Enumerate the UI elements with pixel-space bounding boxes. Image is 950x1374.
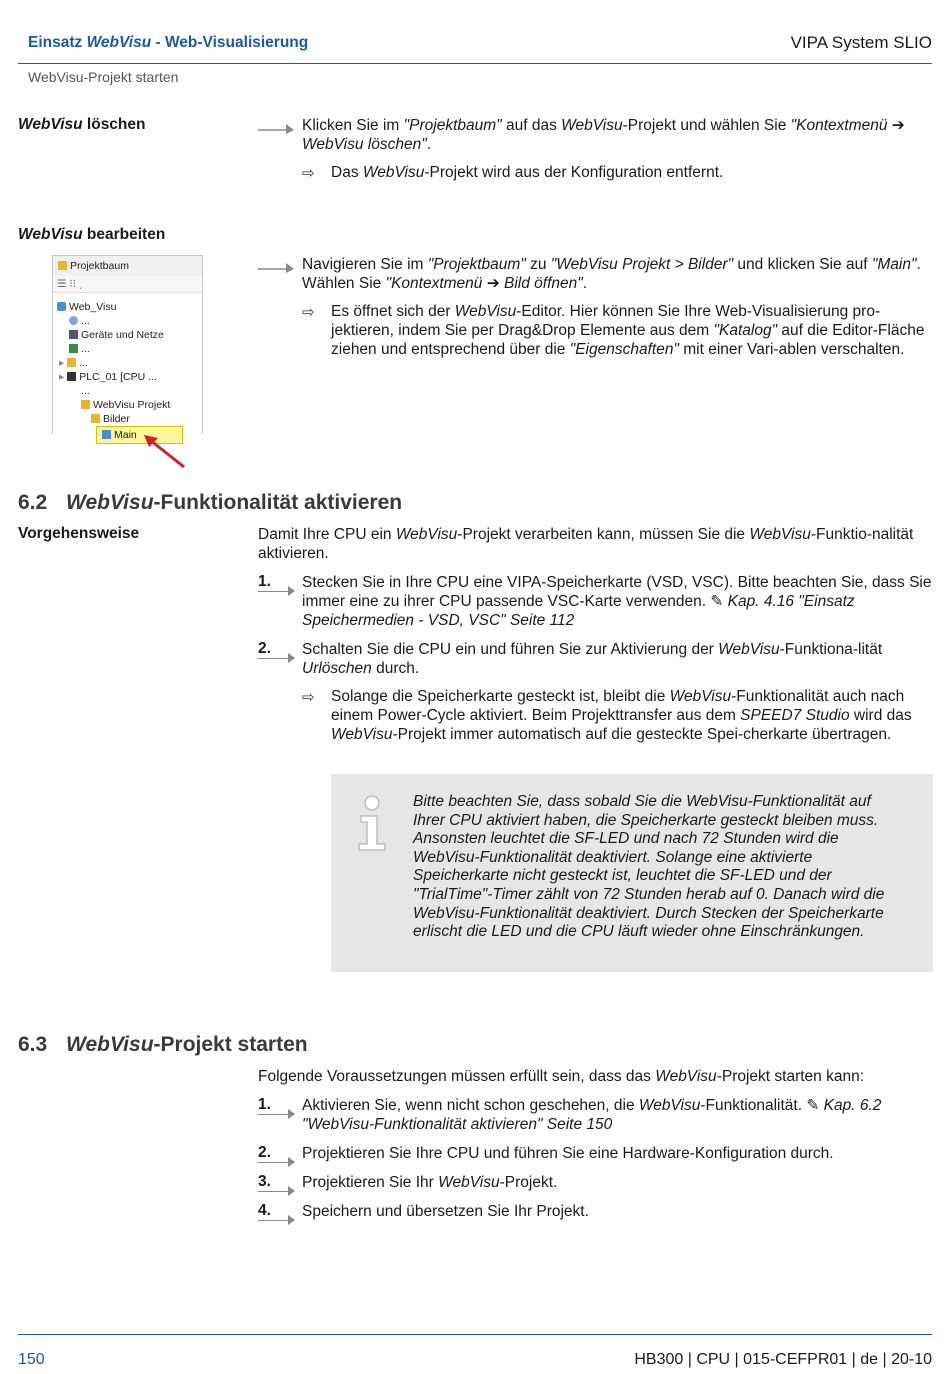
folder-icon: [67, 358, 76, 367]
network-icon: [69, 330, 78, 339]
step-arrow-icon: [258, 120, 294, 134]
step-text: Projektieren Sie Ihre CPU und führen Sie eine Hardware-Konfiguration durch.: [302, 1145, 834, 1162]
step-6-3-3: 3. Projektieren Sie Ihr WebVisu-Projekt.: [258, 1173, 933, 1195]
step-text: Speichern und übersetzen Sie Ihr Projekt.: [302, 1203, 589, 1220]
tree-node: ...: [69, 343, 90, 355]
step-text: Aktivieren Sie, wenn nicht schon geschehen, die WebVisu-Funktionalität. ✎ Kap. 6.2 "WebVisu-Funktionalität aktivieren" Seite 150: [302, 1097, 882, 1133]
step-arrow-icon: [288, 586, 295, 596]
folder-icon: [81, 400, 90, 409]
step-loeschen: [258, 116, 933, 156]
intro-6-2: Damit Ihre CPU ein WebVisu-Projekt verarbeiten kann, müssen Sie die WebVisu-Funktio-nalität aktivieren.: [258, 526, 914, 562]
step-bearbeiten: [258, 255, 933, 295]
intro-6-3: Folgende Voraussetzungen müssen erfüllt sein, dass das WebVisu-Projekt starten kann:: [258, 1068, 865, 1085]
red-pointer-arrow-icon: [140, 432, 190, 472]
step-arrow-icon: [288, 1186, 295, 1196]
step-6-2-1: 1. Stecken Sie in Ihre CPU eine VIPA-Speicherkarte (VSD, VSC). Bitte beachten Sie, dass Sie immer eine zu ihrer CPU passende VSC-Karte verwenden. ✎ Kap. 4.16 "Einsatz Speichermedien - VSD, VSC" Seite 112: [258, 573, 932, 629]
tree-node: ...: [69, 315, 90, 327]
device-icon: [69, 344, 78, 353]
step-text: Klicken Sie im "Projektbaum" auf das WebVisu-Projekt und wählen Sie "Kontextmenü ➔ WebVisu löschen".: [302, 117, 905, 153]
tree-node: WebVisu Projekt: [81, 399, 170, 411]
project-icon: [57, 302, 66, 311]
header-rule: [18, 63, 932, 64]
tree-node: Web_Visu: [57, 301, 116, 313]
document-id: HB300 | CPU | 015-CEFPR01 | de | 20-10: [634, 1351, 932, 1368]
step-text: Navigieren Sie im "Projektbaum" zu "WebVisu Projekt > Bilder" und klicken Sie auf "Main". Wählen Sie "Kontextmenü ➔ Bild öffnen".: [302, 256, 921, 292]
folder-icon: [58, 261, 67, 270]
step-arrow-icon: [288, 1215, 295, 1225]
result-text: Das WebVisu-Projekt wird aus der Konfiguration entfernt.: [331, 164, 724, 181]
header-title: Einsatz WebVisu - Web-Visualisierung: [28, 34, 309, 51]
step-6-3-2: 2. Projektieren Sie Ihre CPU und führen Sie eine Hardware-Konfiguration durch.: [258, 1144, 933, 1166]
result-arrow-icon: ⇨: [302, 304, 315, 321]
result-6-2: [302, 687, 933, 765]
tree-toolbar-icons: ☰ ⁝⁝ ˯: [57, 278, 83, 290]
tree-title: Projektbaum: [58, 260, 129, 272]
step-text: Schalten Sie die CPU ein und führen Sie zur Aktivierung der WebVisu-Funktiona-lität Urlöschen durch.: [302, 641, 883, 677]
result-bearbeiten: [302, 302, 933, 382]
header-product: VIPA System SLIO: [790, 33, 932, 52]
result-loeschen: [302, 163, 933, 183]
settings-icon: [69, 316, 78, 325]
step-text: Stecken Sie in Ihre CPU eine VIPA-Speicherkarte (VSD, VSC). Bitte beachten Sie, dass Sie immer eine zu ihrer CPU passende VSC-Karte verwenden. ✎ Kap. 4.16 "Einsatz Speichermedien - VSD, VSC" Seite 112: [302, 574, 932, 629]
tree-node-main-selected: Main: [96, 426, 183, 444]
result-arrow-icon: ⇨: [302, 689, 315, 706]
footer-rule: [18, 1334, 932, 1335]
side-label-vorgehensweise: Vorgehensweise: [18, 525, 140, 542]
result-text: Solange die Speicherkarte gesteckt ist, bleibt die WebVisu-Funktionalität auch nach einem Power-Cycle aktiviert. Beim Projekttransfer aus dem SPEED7 Studio wird das WebVisu-Projekt immer automatisch auf die gesteckte Spei-cherkarte übertragen.: [331, 688, 912, 743]
tree-node: ...: [81, 385, 90, 397]
screen-icon: [102, 430, 111, 439]
step-arrow-icon: [288, 1157, 295, 1167]
info-icon: [355, 794, 389, 854]
tree-node: ▸ PLC_01 [CPU ...: [59, 371, 157, 383]
tree-node: Bilder: [91, 413, 130, 425]
step-arrow-icon: [288, 1109, 295, 1119]
project-tree-screenshot: [52, 255, 203, 434]
result-text: Es öffnet sich der WebVisu-Editor. Hier können Sie Ihre Web-Visualisierung pro-jektieren, indem Sie per Drag&Drop Elemente aus dem "Katalog" auf die Editor-Fläche ziehen und entsprechend über die "Eigenschaften" mit einer Vari-ablen verschalten.: [331, 303, 925, 358]
step-arrow-icon: [258, 259, 294, 273]
header-subtitle: WebVisu-Projekt starten: [28, 69, 179, 85]
tree-node: Geräte und Netze: [69, 329, 164, 341]
cpu-icon: [67, 372, 76, 381]
tree-node: ▸ ...: [59, 357, 88, 369]
side-label-bearbeiten: WebVisu bearbeiten: [18, 226, 166, 243]
section-title-6-3: 6.3 WebVisu-Projekt starten: [18, 1033, 308, 1056]
folder-icon: [91, 414, 100, 423]
page-number: 150: [18, 1351, 45, 1368]
info-note: [331, 774, 933, 972]
result-arrow-icon: ⇨: [302, 165, 315, 182]
section-title-6-2: 6.2 WebVisu-Funktionalität aktivieren: [18, 491, 403, 514]
step-6-3-4: 4. Speichern und übersetzen Sie Ihr Projekt.: [258, 1202, 933, 1224]
side-label-loeschen: WebVisu löschen: [18, 116, 146, 133]
step-arrow-icon: [288, 653, 295, 663]
step-6-2-2: 2. Schalten Sie die CPU ein und führen Sie zur Aktivierung der WebVisu-Funktiona-lität Urlöschen durch.: [258, 640, 933, 680]
step-text: Projektieren Sie Ihr WebVisu-Projekt.: [302, 1174, 558, 1191]
step-6-3-1: 1. Aktivieren Sie, wenn nicht schon geschehen, die WebVisu-Funktionalität. ✎ Kap. 6.2 "WebVisu-Funktionalität aktivieren" Seite 150: [258, 1096, 933, 1136]
note-text: Bitte beachten Sie, dass sobald Sie die WebVisu-Funktionalität auf Ihrer CPU aktiviert haben, die Speicherkarte gesteckt bleiben muss. Ansonsten leuchtet die SF-LED und nach 72 Stunden wird die WebVisu-Funktionalität deaktiviert. Solange eine aktivierte Speicherkarte nicht gesteckt ist, leuchtet die SF-LED und der "TrialTime"-Timer zählt von 72 Stunden herab auf 0. Danach wird die WebVisu-Funktionalität deaktiviert. Durch Stecken der Speicherkarte erlischt die LED und die CPU läuft wieder ohne Einschränkungen.: [413, 793, 885, 941]
